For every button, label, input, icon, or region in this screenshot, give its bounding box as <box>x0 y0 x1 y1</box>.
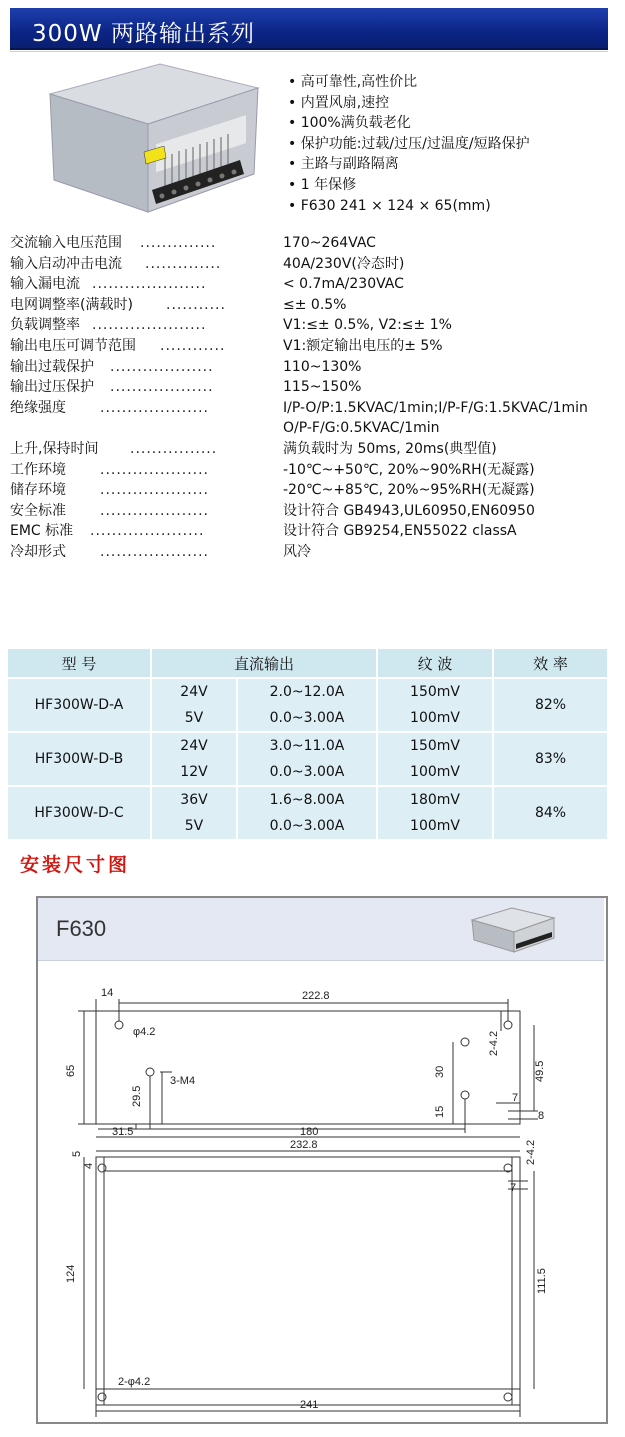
mount-hole <box>98 1393 106 1401</box>
efficiency-cell: 83% <box>493 732 607 786</box>
dim-label: φ4.2 <box>133 1026 156 1038</box>
dim-label: 3-M4 <box>170 1075 196 1087</box>
mount-hole <box>504 1021 512 1029</box>
spec-value: -20℃~+85℃, 20%~95%RH(无凝露) <box>283 482 535 499</box>
model-cell: HF300W-D-B <box>8 732 151 786</box>
current-cell: 1.6~8.00A <box>237 786 377 813</box>
spec-label: 安全标准 <box>10 502 66 519</box>
side-view-outline <box>96 1011 520 1124</box>
dim-label: 29.5 <box>131 1085 143 1107</box>
top-view-outline <box>96 1157 520 1405</box>
spec-label: 输入漏电流 <box>10 276 80 293</box>
feature-item: • 高可靠性,高性价比 <box>288 74 418 90</box>
mount-hole <box>98 1164 106 1172</box>
spec-value: V1:≤± 0.5%, V2:≤± 1% <box>283 317 452 334</box>
model-table <box>8 649 607 839</box>
spec-value: 风冷 <box>283 543 311 560</box>
title-bar <box>10 8 608 50</box>
spec-label: 储存环境 <box>10 482 66 499</box>
current-cell: 0.0~3.00A <box>237 813 377 839</box>
spec-value: -10℃~+50℃, 20%~90%RH(无凝露) <box>283 461 535 478</box>
dim-label: 7 <box>512 1092 519 1104</box>
feature-item: • 1 年保修 <box>288 176 357 193</box>
spec-label: 输出过压保护 <box>10 379 94 396</box>
ripple-cell: 180mV <box>377 786 493 813</box>
table-row <box>8 678 607 705</box>
spec-value: 40A/230V(冷态时) <box>283 255 405 272</box>
drawing-header <box>38 898 604 961</box>
spec-value: < 0.7mA/230VAC <box>283 276 404 293</box>
voltage-cell: 5V <box>151 705 237 732</box>
dim-label: 31.5 <box>112 1126 134 1138</box>
current-cell: 3.0~11.0A <box>237 732 377 759</box>
spec-label: EMC 标准 <box>10 523 74 540</box>
table-row <box>8 732 607 759</box>
spec-label: 冷却形式 <box>10 543 66 560</box>
title-divider <box>10 51 608 52</box>
spec-label: 输出电压可调节范围 <box>10 337 136 354</box>
dim-label: 241 <box>300 1399 319 1411</box>
current-cell: 0.0~3.00A <box>237 705 377 732</box>
spec-value: O/P-F/G:0.5KVAC/1min <box>283 420 440 437</box>
feature-item: • 100%满负载老化 <box>288 115 411 132</box>
dim-label: 2-4.2 <box>525 1139 537 1165</box>
current-cell: 2.0~12.0A <box>237 678 377 705</box>
mount-hole <box>115 1021 123 1029</box>
model-cell: HF300W-D-C <box>8 786 151 839</box>
dim-label: 14 <box>101 987 114 999</box>
dim-label: 8 <box>538 1110 545 1122</box>
spec-value: ≤± 0.5% <box>283 296 347 313</box>
col-header-efficiency: 效 率 <box>493 649 607 678</box>
install-heading: 安装尺寸图 <box>20 854 131 876</box>
screw-hole <box>146 1068 154 1076</box>
feature-item: • F630 241 × 124 × 65(mm) <box>288 197 491 214</box>
voltage-cell: 36V <box>151 786 237 813</box>
dim-label: 65 <box>65 1064 77 1077</box>
spec-value: 设计符合 GB9254,EN55022 classA <box>283 523 517 540</box>
table-row <box>8 786 607 813</box>
ripple-cell: 100mV <box>377 705 493 732</box>
voltage-cell: 5V <box>151 813 237 839</box>
dim-label: 2-4.2 <box>488 1030 500 1056</box>
page-title: 300W 两路输出系列 <box>32 21 255 47</box>
dim-label: 2-φ4.2 <box>118 1376 151 1388</box>
spec-value: 170~264VAC <box>283 235 376 251</box>
spec-label: 输出过载保护 <box>10 358 94 375</box>
spec-value: 设计符合 GB4943,UL60950,EN60950 <box>283 502 535 519</box>
voltage-cell: 24V <box>151 678 237 705</box>
dim-label: 222.8 <box>302 990 330 1002</box>
ripple-cell: 100mV <box>377 759 493 786</box>
efficiency-cell: 84% <box>493 786 607 839</box>
screw-hole <box>461 1038 469 1046</box>
feature-item: • 内置风扇,速控 <box>288 94 390 111</box>
feature-item: • 保护功能:过载/过压/过温度/短路保护 <box>288 135 530 152</box>
spec-label: 输入启动冲击电流 <box>10 255 122 272</box>
mount-hole <box>504 1393 512 1401</box>
dim-label: 180 <box>300 1126 319 1138</box>
spec-value: 110~130% <box>283 358 362 375</box>
spec-label: 交流输入电压范围 <box>10 235 122 251</box>
ripple-cell: 150mV <box>377 732 493 759</box>
voltage-cell: 12V <box>151 759 237 786</box>
product-image <box>40 62 270 222</box>
dim-label: 232.8 <box>290 1139 318 1151</box>
screw-hole <box>461 1091 469 1099</box>
table-header-row <box>8 649 607 678</box>
col-header-ripple: 纹 波 <box>377 649 493 678</box>
dim-label: 30 <box>434 1065 446 1078</box>
col-header-output: 直流输出 <box>151 649 377 678</box>
ripple-cell: 100mV <box>377 813 493 839</box>
dim-label: 124 <box>65 1264 77 1283</box>
efficiency-cell: 82% <box>493 678 607 732</box>
ripple-cell: 150mV <box>377 678 493 705</box>
current-cell: 0.0~3.00A <box>237 759 377 786</box>
voltage-cell: 24V <box>151 732 237 759</box>
product-thumbnail <box>468 906 558 954</box>
dim-label: 4 <box>83 1162 95 1169</box>
feature-item: • 主路与副路隔离 <box>288 156 399 173</box>
case-label: F630 <box>56 916 107 941</box>
col-header-model: 型 号 <box>8 649 151 678</box>
spec-label: 工作环境 <box>10 461 66 478</box>
feature-list <box>288 72 530 216</box>
spec-label: 绝缘强度 <box>10 399 66 416</box>
dim-label: 5 <box>71 1150 83 1157</box>
spec-value: I/P-O/P:1.5KVAC/1min;I/P-F/G:1.5KVAC/1min <box>283 399 588 416</box>
spec-label: 上升,保持时间 <box>10 440 99 457</box>
dim-label: 111.5 <box>536 1268 548 1294</box>
model-cell: HF300W-D-A <box>8 678 151 732</box>
dim-label: 15 <box>434 1105 446 1118</box>
spec-value: V1:额定输出电压的± 5% <box>283 337 443 354</box>
dimension-drawing <box>38 961 604 1419</box>
dim-label: 49.5 <box>534 1060 546 1082</box>
spec-value: 115~150% <box>283 379 362 396</box>
spec-label: 电网调整率(满载时) <box>10 296 133 313</box>
dim-label: 7 <box>510 1182 517 1194</box>
spec-label: 负载调整率 <box>10 317 80 334</box>
spec-value: 满负载时为 50ms, 20ms(典型值) <box>283 440 497 457</box>
